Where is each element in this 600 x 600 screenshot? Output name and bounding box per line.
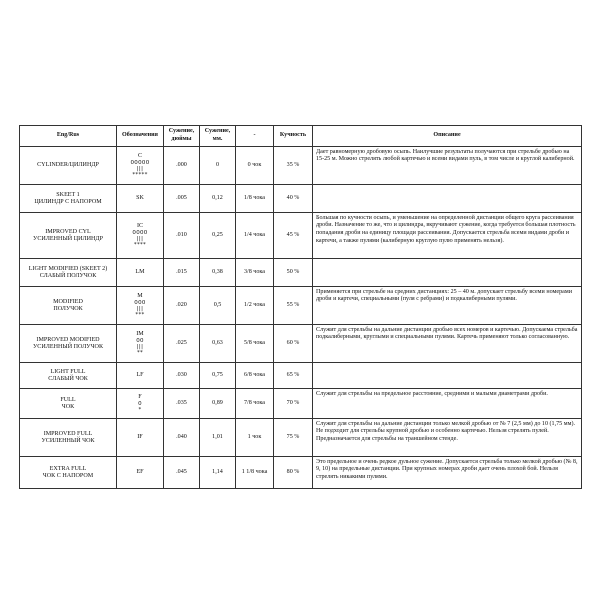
cell-designation bbox=[117, 389, 164, 419]
name-line: LIGHT MODIFIED (SKEET 2) bbox=[28, 265, 108, 272]
cell-constriction-mm: 0 bbox=[200, 147, 236, 185]
cell-designation bbox=[117, 457, 164, 489]
name-line: LIGHT FULL bbox=[50, 368, 86, 375]
cell-constriction-mm: 0,12 bbox=[200, 185, 236, 213]
cell-description: Дает равномерную дробовую осыпь. Наилучшие результаты получаются при стрельбе дробью на 15-25 м. Можно стрелять любой картечью и всеми видами пуль, в том числе и круглой калиберной. bbox=[313, 147, 582, 185]
cell-designation bbox=[117, 287, 164, 325]
table-row bbox=[20, 363, 582, 389]
cell-designation bbox=[117, 325, 164, 363]
header-row bbox=[20, 126, 582, 147]
cell-designation bbox=[117, 185, 164, 213]
cell-pattern-percent: 70 % bbox=[274, 389, 313, 419]
name-line: ЧОК С НАПОРОМ bbox=[42, 472, 94, 479]
designation-code: EF bbox=[136, 469, 144, 475]
name-line: УСИЛЕННЫЙ ПОЛУЧОК bbox=[32, 343, 104, 350]
designation-symbol: ||| bbox=[136, 343, 144, 350]
table-row bbox=[20, 147, 582, 185]
cell-constriction-inches: .000 bbox=[164, 147, 200, 185]
header-constriction-inches: Сужение, дюймы bbox=[164, 126, 200, 147]
designation-code: IM bbox=[136, 330, 144, 337]
cell-designation bbox=[117, 147, 164, 185]
cell-constriction-inches: .035 bbox=[164, 389, 200, 419]
name-line: ЧОК bbox=[61, 403, 75, 410]
name-line: УСИЛЕННЫЙ ЦИЛИНДР bbox=[33, 235, 103, 242]
designation-symbol: **** bbox=[133, 242, 147, 249]
cell-constriction-inches: .045 bbox=[164, 457, 200, 489]
cell-description bbox=[313, 259, 582, 287]
cell-description: Служит для стрельбы на дальние дистанции дробью всех номеров и картечью. Допускаема стрельба подкалиберными, круглыми и специальными пулями. Картечь применяют только согласованную. bbox=[313, 325, 582, 363]
cell-name bbox=[20, 287, 117, 325]
cell-pattern-percent: 40 % bbox=[274, 185, 313, 213]
table-row bbox=[20, 287, 582, 325]
name-line: IMPROVED CYL bbox=[45, 228, 91, 235]
cell-constriction-mm: 0,38 bbox=[200, 259, 236, 287]
cell-designation bbox=[117, 419, 164, 457]
table-row bbox=[20, 419, 582, 457]
designation-symbol: ** bbox=[136, 350, 144, 357]
cell-constriction-inches: .020 bbox=[164, 287, 200, 325]
header-constriction-mm: Сужение, мм. bbox=[200, 126, 236, 147]
designation-code: LM bbox=[135, 269, 145, 275]
cell-pattern-percent: 55 % bbox=[274, 287, 313, 325]
cell-description bbox=[313, 363, 582, 389]
cell-constriction-inches: .010 bbox=[164, 213, 200, 259]
cell-name bbox=[20, 389, 117, 419]
name-line: СЛАБЫЙ ЧОК bbox=[48, 375, 88, 382]
designation-code: SK bbox=[136, 195, 144, 201]
choke-table bbox=[19, 125, 582, 489]
name-line: ПОЛУЧОК bbox=[53, 305, 83, 312]
cell-name bbox=[20, 457, 117, 489]
table-row bbox=[20, 259, 582, 287]
designation-symbol: ||| bbox=[136, 235, 144, 242]
header-designation: Обозначения bbox=[117, 126, 164, 147]
cell-name bbox=[20, 419, 117, 457]
table-row bbox=[20, 389, 582, 419]
designation-code: C bbox=[137, 152, 143, 159]
cell-choke-fraction: 5/8 чока bbox=[236, 325, 274, 363]
cell-description: Большая по кучности осыпь, и уменьшение на определенной дистанции общего круга рассеивания дроби. Назначение то же, что и цилиндра, вкручивают сужение, когда требуется большая плотность попадания дроби на единицу площади рассеивания. Допускается стрельба всеми видами дроби и картечи, а также пулями (калиберную круглую пулю применять нельзя). bbox=[313, 213, 582, 259]
name-line: ЦИЛИНДР С НАПОРОМ bbox=[34, 198, 102, 205]
designation-code: IC bbox=[136, 222, 144, 229]
cell-name bbox=[20, 259, 117, 287]
designation-code: F bbox=[138, 393, 142, 400]
cell-choke-fraction: 1 1/8 чока bbox=[236, 457, 274, 489]
designation-symbol: ||| bbox=[136, 305, 144, 312]
designation-code: IF bbox=[137, 434, 143, 440]
name-line: MODIFIED bbox=[53, 298, 83, 305]
cell-pattern-percent: 80 % bbox=[274, 457, 313, 489]
header-pattern: Кучность bbox=[274, 126, 313, 147]
designation-symbol: 00 bbox=[136, 337, 144, 344]
cell-constriction-mm: 0,5 bbox=[200, 287, 236, 325]
name-line: FULL bbox=[60, 396, 76, 403]
cell-constriction-inches: .015 bbox=[164, 259, 200, 287]
cell-choke-fraction: 3/8 чока bbox=[236, 259, 274, 287]
name-line: IMPROVED FULL bbox=[43, 430, 93, 437]
cell-description: Служит для стрельбы на дальние дистанции только мелкой дробью от № 7 (2,5 мм) до 10 (1,75 мм). Не подходит для стрельбы крупной дробью и особенно картечью. Нельзя стрелять пулей. Предназначается для стрельбы на траншейном стенде. bbox=[313, 419, 582, 457]
cell-constriction-mm: 1,01 bbox=[200, 419, 236, 457]
header-eng-rus: Eng/Rus bbox=[20, 126, 117, 147]
cell-name bbox=[20, 147, 117, 185]
designation-symbol: *** bbox=[135, 312, 145, 319]
name-line: IMPROVED MODIFIED bbox=[36, 336, 100, 343]
cell-choke-fraction: 1 чок bbox=[236, 419, 274, 457]
cell-name bbox=[20, 185, 117, 213]
name-line: SKEET 1 bbox=[56, 191, 80, 198]
cell-constriction-mm: 0,25 bbox=[200, 213, 236, 259]
cell-pattern-percent: 45 % bbox=[274, 213, 313, 259]
table-row bbox=[20, 457, 582, 489]
cell-constriction-inches: .025 bbox=[164, 325, 200, 363]
cell-constriction-inches: .005 bbox=[164, 185, 200, 213]
designation-symbol: ***** bbox=[132, 172, 148, 179]
cell-constriction-mm: 0,63 bbox=[200, 325, 236, 363]
cell-pattern-percent: 65 % bbox=[274, 363, 313, 389]
table-row bbox=[20, 213, 582, 259]
cell-constriction-inches: .040 bbox=[164, 419, 200, 457]
designation-symbol: 00000 bbox=[130, 159, 150, 166]
designation-code: LF bbox=[136, 372, 144, 378]
cell-constriction-mm: 0,75 bbox=[200, 363, 236, 389]
cell-name bbox=[20, 213, 117, 259]
cell-constriction-mm: 0,89 bbox=[200, 389, 236, 419]
table-row bbox=[20, 185, 582, 213]
name-line: УСИЛЕННЫЙ ЧОК bbox=[41, 437, 95, 444]
cell-pattern-percent: 50 % bbox=[274, 259, 313, 287]
table-body bbox=[20, 147, 582, 489]
cell-pattern-percent: 35 % bbox=[274, 147, 313, 185]
designation-symbol: 000 bbox=[134, 299, 146, 306]
name-line: СЛАБЫЙ ПОЛУЧОК bbox=[39, 272, 97, 279]
table-row bbox=[20, 325, 582, 363]
cell-choke-fraction: 0 чок bbox=[236, 147, 274, 185]
cell-choke-fraction: 7/8 чока bbox=[236, 389, 274, 419]
designation-symbol: 0 bbox=[138, 400, 142, 407]
header-fraction: - bbox=[236, 126, 274, 147]
cell-designation bbox=[117, 259, 164, 287]
designation-symbol: 0000 bbox=[132, 229, 148, 236]
designation-symbol: ||| bbox=[136, 165, 144, 172]
name-line: CYLINDER/ЦИЛИНДР bbox=[37, 162, 99, 168]
cell-designation bbox=[117, 213, 164, 259]
header-description: Описание bbox=[313, 126, 582, 147]
cell-designation bbox=[117, 363, 164, 389]
designation-symbol: * bbox=[138, 407, 142, 413]
cell-choke-fraction: 1/2 чока bbox=[236, 287, 274, 325]
cell-description: Служит для стрельбы на предельное расстояние, средними и малыми диаметрами дроби. bbox=[313, 389, 582, 419]
name-line: EXTRA FULL bbox=[49, 465, 87, 472]
designation-code: M bbox=[137, 292, 143, 299]
cell-choke-fraction: 1/8 чока bbox=[236, 185, 274, 213]
cell-pattern-percent: 75 % bbox=[274, 419, 313, 457]
cell-description: Это предельное и очень редкое дульное сужение. Допускается стрельба только мелкой дробью (№ 8, 9, 10) на предельные дистанции. При крупных номерах дроби дает очень плохой бой. Нельзя стрелять никакими пулями. bbox=[313, 457, 582, 489]
cell-description: Применяется при стрельбе на средних дистанциях: 25 – 40 м. допускает стрельбу всеми номерами дроби и картечи, специальными (пуля с ребрами) и подкалиберными пулями. bbox=[313, 287, 582, 325]
cell-constriction-mm: 1,14 bbox=[200, 457, 236, 489]
cell-name bbox=[20, 363, 117, 389]
cell-choke-fraction: 1/4 чока bbox=[236, 213, 274, 259]
cell-name bbox=[20, 325, 117, 363]
cell-pattern-percent: 60 % bbox=[274, 325, 313, 363]
cell-constriction-inches: .030 bbox=[164, 363, 200, 389]
cell-description bbox=[313, 185, 582, 213]
cell-choke-fraction: 6/8 чока bbox=[236, 363, 274, 389]
